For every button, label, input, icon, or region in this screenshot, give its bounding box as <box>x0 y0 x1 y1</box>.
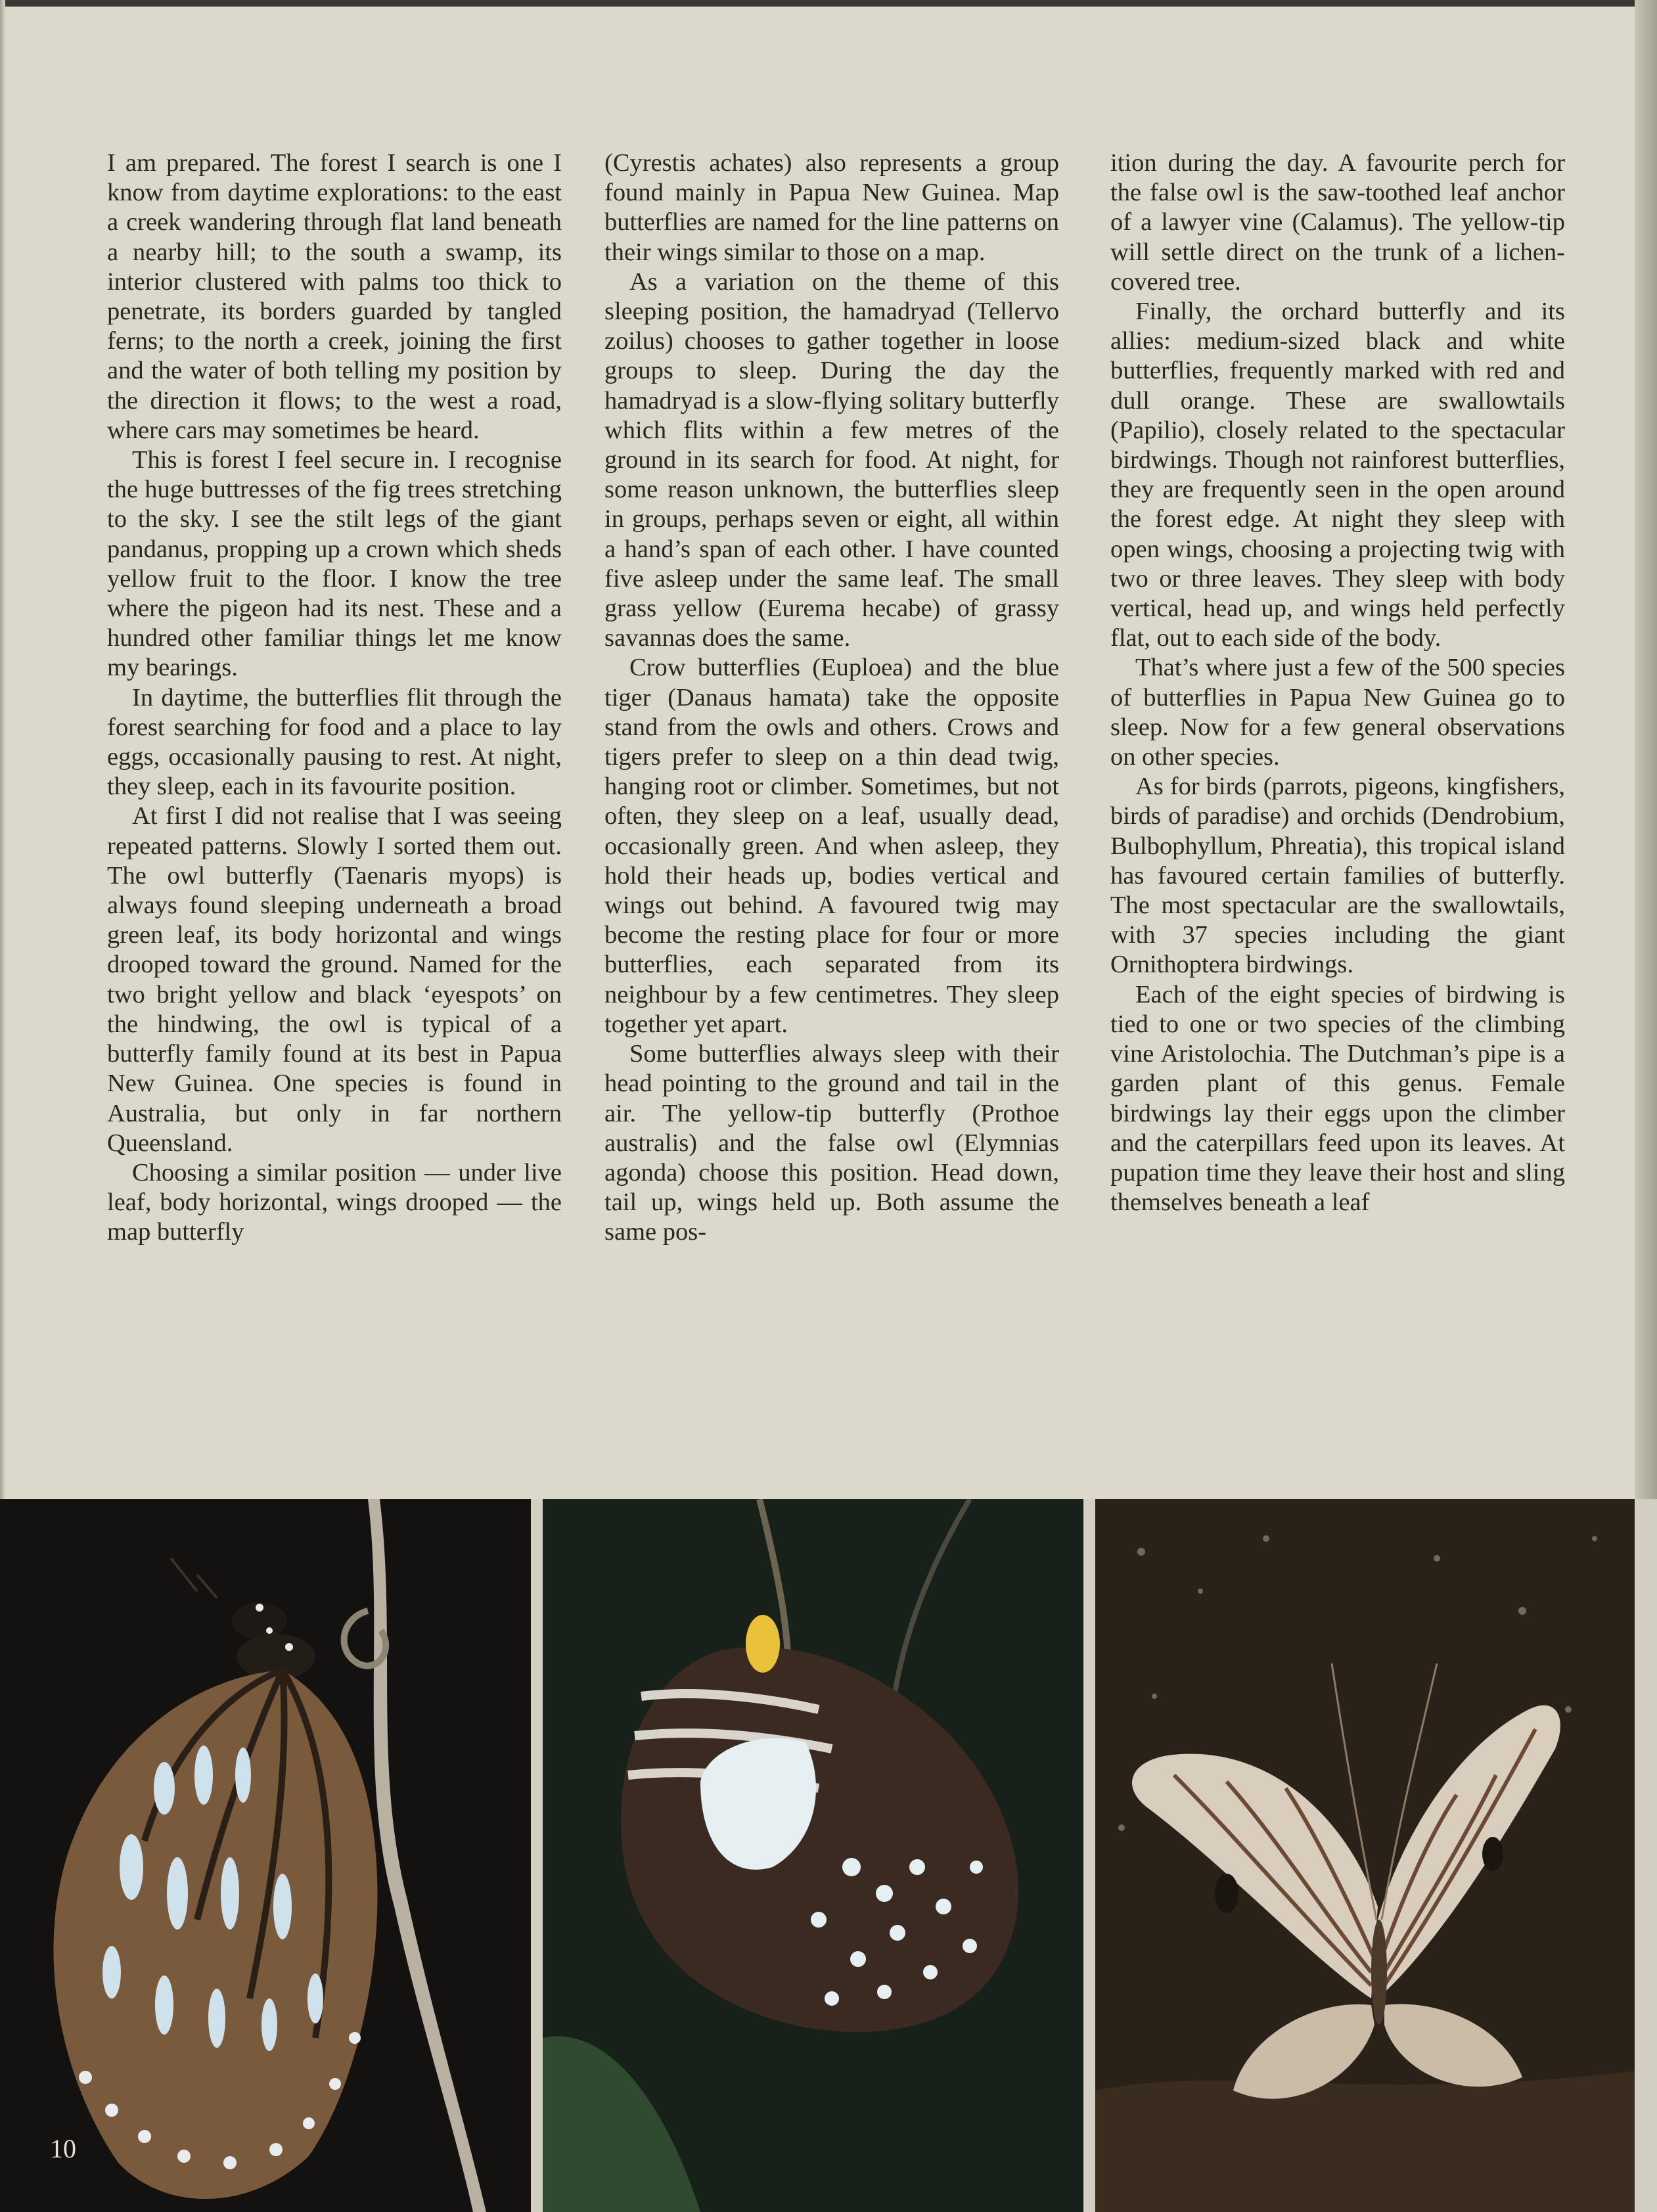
paragraph: Choosing a similar position — under live leaf, body horizontal, wings drooped — the map butterfly <box>107 1158 562 1246</box>
text-column-2 <box>604 148 1059 1248</box>
paragraph: Each of the eight species of birdwing is tied to one or two species of the climbing vine Aristolochia. The Dutchman’s pipe is a garden plant of this genus. Female birdwings lay their eggs upon the climber and the caterpillars feed upon its leaves. At pupation time they leave their host and sling themselves beneath a leaf <box>1110 980 1565 1217</box>
paragraph: Some butterflies always sleep with their head pointing to the ground and tail in the air. The yellow-tip butterfly (Prothoe australis) and the false owl (Elymnias agonda) choose this position. Head down, tail up, wings held up. Both assume the same pos- <box>604 1040 1059 1246</box>
page-number: 10 <box>50 2134 76 2163</box>
paragraph: (Cyrestis achates) also represents a group found mainly in Papua New Guinea. Map butterflies are named for the line patterns on their wings similar to those on a map. <box>604 149 1059 266</box>
paragraph: This is forest I feel secure in. I recognise the huge buttresses of the fig trees stretching to the sky. I see the stilt legs of the giant pandanus, propping up a crown which sheds yellow fruit to the floor. I know the tree where the pigeon had its nest. These and a hundred other familiar things let me know my bearings. <box>107 446 562 682</box>
paragraph: That’s where just a few of the 500 species of butterflies in Papua New Guinea go to sleep. Now for a few general observations on other species. <box>1110 654 1565 771</box>
paragraph: As for birds (parrots, pigeons, kingfishers, birds of paradise) and orchids (Dendrobium, Bulbophyllum, Phreatia), this tropical island has favoured certain families of butterfly. The most spectacular are the swallowtails, with 37 species including the giant Ornithoptera birdwings. <box>1110 773 1565 979</box>
paragraph: Finally, the orchard butterfly and its allies: medium-sized black and white butterflies, frequently marked with red and dull orange. These are swallowtails (Papilio), closely related to the spectacular birdwings. Though not rainforest butterflies, they are frequently seen in the open around the forest edge. At night they sleep with open wings, choosing a projecting twig with two or three leaves. They sleep with body vertical, head up, and wings held perfectly flat, out to each side of the body. <box>1110 298 1565 652</box>
photo-strip <box>0 1499 1657 2212</box>
paragraph: In daytime, the butterflies flit through the forest searching for food and a place to lay eggs, occasionally pausing to rest. At night, they sleep, each in its favourite position. <box>107 683 562 801</box>
paragraph: As a variation on the theme of this sleeping position, the hamadryad (Tellervo zoilus) chooses to gather together in loose groups to sleep. During the day the hamadryad is a slow-flying solitary butterfly which flits within a few metres of the ground in its search for food. At night, for some reason unknown, the butterflies sleep in groups, perhaps seven or eight, all within a hand’s span of each other. I have counted five asleep under the same leaf. The small grass yellow (Eurema hecabe) of grassy savannas does the same. <box>604 267 1059 652</box>
paragraph: ition during the day. A favourite perch for the false owl is the saw-toothed leaf anchor of a lawyer vine (Calamus). The yellow-tip will settle direct on the trunk of a lichen-covered tree. <box>1110 149 1565 296</box>
page-top-edge <box>0 0 1657 7</box>
paragraph: Crow butterflies (Euploea) and the blue tiger (Danaus hamata) take the opposite stand from the owls and others. Crows and tigers prefer to sleep on a thin dead twig, hanging root or climber. Sometimes, but not often, they sleep on a leaf, usually dead, occasionally green. And when asleep, they hold their heads up, bodies vertical and wings out behind. A favoured twig may become the resting place for four or more butterflies, each separated from its neighbour by a few centimetres. They sleep together yet apart. <box>604 654 1059 1038</box>
text-column-3 <box>1110 148 1565 1217</box>
yellow-tip-butterfly-photo <box>543 1499 1083 2212</box>
paragraph: I am prepared. The forest I search is one I know from daytime explorations: to the east a creek wandering through flat land beneath a nearby hill; to the south a swamp, its interior clustered with palms too thick to penetrate, its borders guarded by tangled ferns; to the north a creek, joining the first and the water of both telling my position by the direction it flows; to the west a road, where cars may sometimes be heard. <box>107 149 562 444</box>
map-butterfly-photo <box>1095 1499 1635 2212</box>
text-column-1 <box>107 148 562 1248</box>
blue-tiger-butterfly-photo <box>0 1499 531 2212</box>
paragraph: At first I did not realise that I was seeing repeated patterns. Slowly I sorted them out. The owl butterfly (Taenaris myops) is always found sleeping underneath a broad green leaf, its body horizontal and wings drooped toward the ground. Named for the two bright yellow and black ‘eyespots’ on the hindwing, the owl is typical of a butterfly family found at its best in Papua New Guinea. One species is found in Australia, but only in far northern Queensland. <box>107 802 562 1157</box>
